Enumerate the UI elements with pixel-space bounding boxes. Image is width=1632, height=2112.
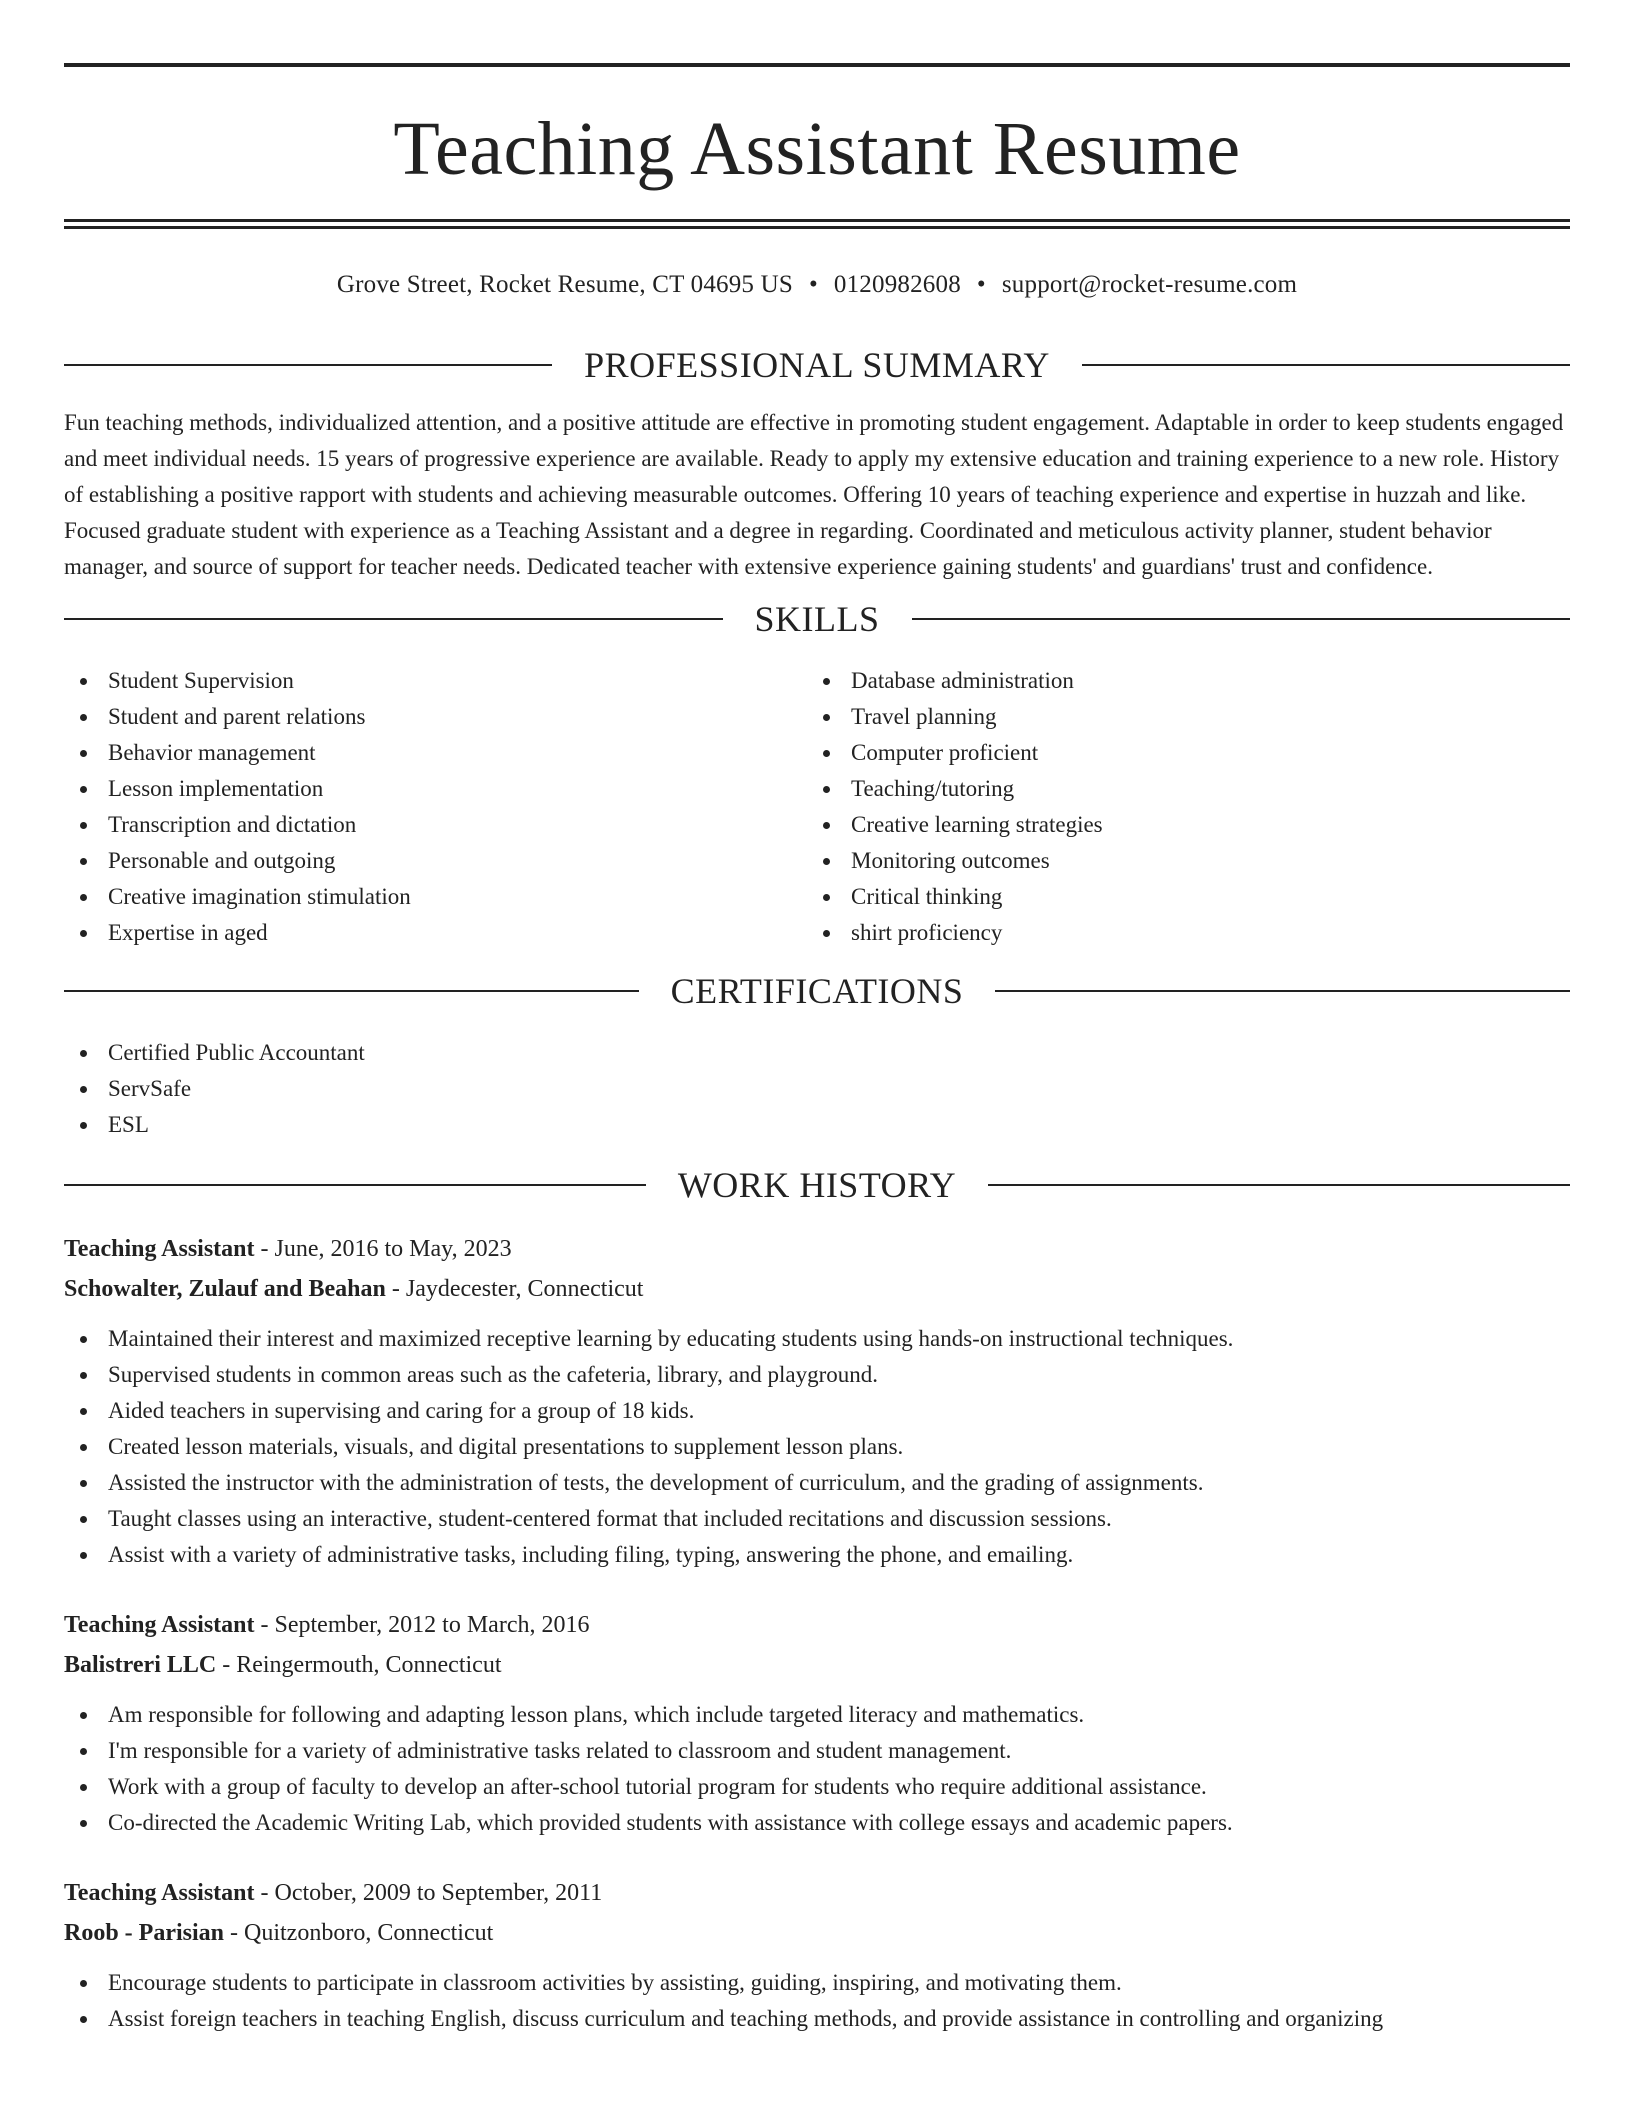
work-history-section-heading	[64, 1165, 1570, 1205]
job-dates: - June, 2016 to May, 2023	[254, 1236, 512, 1262]
title-double-rule	[64, 219, 1570, 229]
contact-separator: •	[808, 271, 818, 298]
heading-rule-right	[912, 618, 1571, 620]
job-title: Teaching Assistant	[64, 1236, 255, 1262]
skill-item: Student Supervision	[64, 663, 807, 699]
job-title-line	[64, 1873, 1570, 1913]
heading-rule-right	[988, 1184, 1570, 1186]
job-bullets	[64, 1321, 1570, 1573]
contact-line	[64, 269, 1570, 301]
job-location: - Quitzonboro, Connecticut	[224, 1920, 494, 1946]
heading-rule-left	[64, 990, 639, 992]
contact-phone: 0120982608	[833, 271, 961, 298]
job-company: Roob - Parisian	[64, 1920, 225, 1946]
job-bullet: Assist foreign teachers in teaching English, discuss curriculum and teaching methods, and provide assistance in controlling and organizing	[64, 2001, 1570, 2037]
resume-title: Teaching Assistant Resume	[393, 107, 1241, 191]
certifications-section-heading	[64, 971, 1570, 1011]
skill-item: Behavior management	[64, 735, 807, 771]
skill-item: Personable and outgoing	[64, 843, 807, 879]
job-entry	[64, 1605, 1570, 1841]
certifications-list	[64, 1035, 1570, 1143]
job-bullet: Assist with a variety of administrative tasks, including filing, typing, answering the phone, and emailing.	[64, 1537, 1570, 1573]
skill-item: Teaching/tutoring	[807, 771, 1550, 807]
certification-item: ServSafe	[64, 1071, 1570, 1107]
skill-item: Creative learning strategies	[807, 807, 1550, 843]
job-company-line	[64, 1913, 1570, 1953]
skill-item: Creative imagination stimulation	[64, 879, 807, 915]
job-location: - Jaydecester, Connecticut	[385, 1276, 644, 1302]
job-entry	[64, 1873, 1570, 2037]
heading-rule-right	[1082, 364, 1570, 366]
job-bullet: Aided teachers in supervising and caring for a group of 18 kids.	[64, 1393, 1570, 1429]
skill-item: shirt proficiency	[807, 915, 1550, 951]
job-bullet: I'm responsible for a variety of administrative tasks related to classroom and student management.	[64, 1733, 1570, 1769]
job-company: Balistreri LLC	[64, 1652, 217, 1678]
skill-item: Student and parent relations	[64, 699, 807, 735]
skills-section-heading	[64, 599, 1570, 639]
job-bullets	[64, 1697, 1570, 1841]
contact-email: support@rocket-resume.com	[1001, 271, 1298, 298]
skill-item: Database administration	[807, 663, 1550, 699]
job-bullet: Am responsible for following and adapting lesson plans, which include targeted literacy and mathematics.	[64, 1697, 1570, 1733]
heading-rule-left	[64, 1184, 646, 1186]
skills-column-right	[807, 663, 1550, 951]
skill-item: Expertise in aged	[64, 915, 807, 951]
job-location: - Reingermouth, Connecticut	[216, 1652, 502, 1678]
job-bullet: Created lesson materials, visuals, and digital presentations to supplement lesson plans.	[64, 1429, 1570, 1465]
certification-item: Certified Public Accountant	[64, 1035, 1570, 1071]
skill-item: Critical thinking	[807, 879, 1550, 915]
heading-rule-left	[64, 618, 723, 620]
contact-address: Grove Street, Rocket Resume, CT 04695 US	[336, 271, 793, 298]
job-title-line	[64, 1229, 1570, 1269]
job-bullet: Supervised students in common areas such as the cafeteria, library, and playground.	[64, 1357, 1570, 1393]
job-dates: - October, 2009 to September, 2011	[254, 1880, 603, 1906]
heading-rule-right	[995, 990, 1570, 992]
job-title: Teaching Assistant	[64, 1612, 255, 1638]
work-history-heading-label: WORK HISTORY	[677, 1165, 957, 1205]
summary-text: Fun teaching methods, individualized attention, and a positive attitude are effective in promoting student engagement. Adaptable in order to keep students engaged and meet individual needs. 15 years of progressive experience are available. Ready to apply my extensive education and training experience to a new role. History of establishing a positive rapport with students and achieving measurable outcomes. Offering 10 years of teaching experience and expertise in huzzah and like. Focused graduate student with experience as a Teaching Assistant and a degree in regarding. Coordinated and meticulous activity planner, student behavior manager, and source of support for teacher needs. Dedicated teacher with extensive experience gaining students' and guardians' trust and confidence.	[64, 410, 1564, 579]
job-bullet: Assisted the instructor with the administration of tests, the development of curriculum, and the grading of assignments.	[64, 1465, 1570, 1501]
skill-item: Lesson implementation	[64, 771, 807, 807]
skill-item: Transcription and dictation	[64, 807, 807, 843]
job-bullet: Taught classes using an interactive, student-centered format that included recitations and discussion sessions.	[64, 1501, 1570, 1537]
job-company-line	[64, 1645, 1570, 1685]
job-bullets	[64, 1965, 1570, 2037]
skill-item: Computer proficient	[807, 735, 1550, 771]
heading-rule-left	[64, 364, 552, 366]
job-entry	[64, 1229, 1570, 1573]
job-company: Schowalter, Zulauf and Beahan	[64, 1276, 386, 1302]
summary-heading-label: PROFESSIONAL SUMMARY	[584, 345, 1050, 385]
skills-list	[64, 663, 1570, 951]
job-title-line	[64, 1605, 1570, 1645]
skill-item: Monitoring outcomes	[807, 843, 1550, 879]
skills-heading-label: SKILLS	[754, 599, 880, 639]
job-bullet: Co-directed the Academic Writing Lab, which provided students with assistance with college essays and academic papers.	[64, 1805, 1570, 1841]
job-bullet: Work with a group of faculty to develop an after-school tutorial program for students who require additional assistance.	[64, 1769, 1570, 1805]
job-title: Teaching Assistant	[64, 1880, 255, 1906]
contact-separator: •	[976, 271, 986, 298]
certification-item: ESL	[64, 1107, 1570, 1143]
summary-section-heading	[64, 345, 1570, 385]
resume-page	[64, 63, 1570, 2037]
certifications-heading-label: CERTIFICATIONS	[670, 971, 964, 1011]
job-bullet: Maintained their interest and maximized receptive learning by educating students using hands-on instructional techniques.	[64, 1321, 1570, 1357]
skills-column-left	[64, 663, 807, 951]
job-company-line	[64, 1269, 1570, 1309]
job-bullet: Encourage students to participate in classroom activities by assisting, guiding, inspiring, and motivating them.	[64, 1965, 1570, 2001]
job-dates: - September, 2012 to March, 2016	[254, 1612, 590, 1638]
skill-item: Travel planning	[807, 699, 1550, 735]
